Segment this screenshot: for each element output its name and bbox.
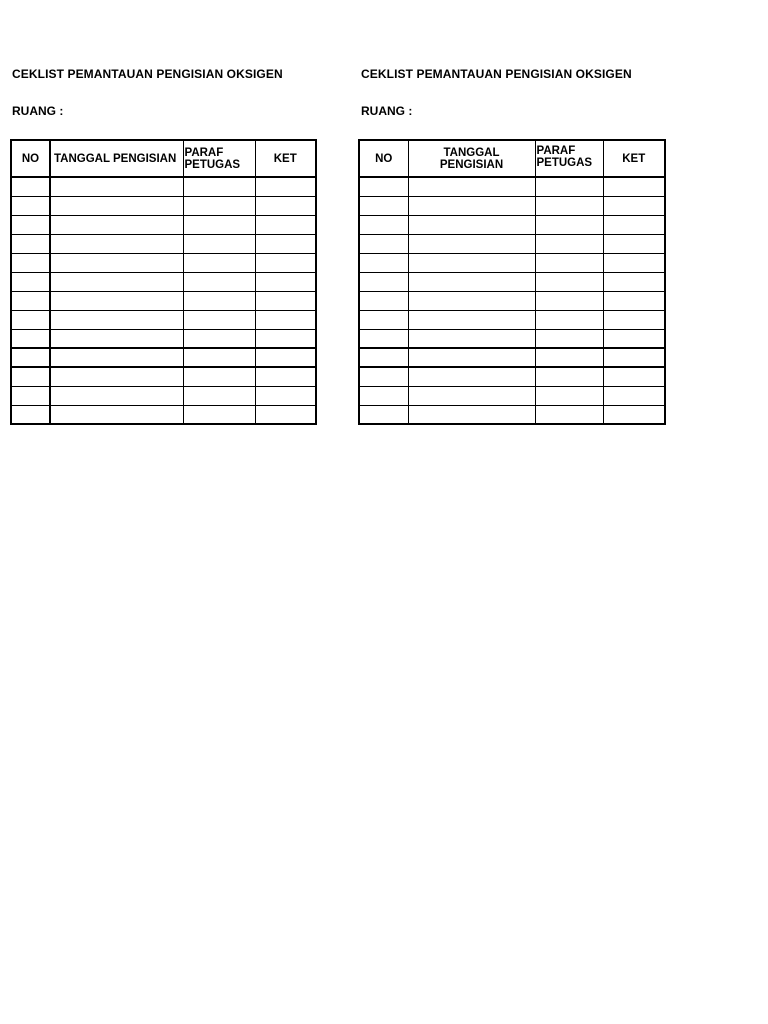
ket-cell[interactable]: [603, 348, 665, 367]
date-cell[interactable]: [50, 386, 183, 405]
table-row: [11, 291, 316, 310]
no-cell[interactable]: [359, 215, 408, 234]
column-header-paraf: PARAF PETUGAS: [535, 140, 603, 177]
table-row: [359, 386, 665, 405]
ket-cell[interactable]: [603, 272, 665, 291]
date-cell[interactable]: [50, 329, 183, 348]
table-row: [11, 196, 316, 215]
paraf-cell[interactable]: [183, 329, 255, 348]
no-cell[interactable]: [11, 386, 50, 405]
checklist-table: [358, 139, 666, 425]
no-cell[interactable]: [11, 177, 50, 196]
table-row: [359, 253, 665, 272]
no-cell[interactable]: [11, 367, 50, 386]
date-cell[interactable]: [408, 177, 535, 196]
table-header-row: [11, 140, 316, 177]
paraf-cell[interactable]: [183, 310, 255, 329]
no-cell[interactable]: [11, 310, 50, 329]
table-row: [359, 215, 665, 234]
ket-cell[interactable]: [255, 329, 316, 348]
paraf-cell[interactable]: [183, 405, 255, 424]
date-cell[interactable]: [408, 386, 535, 405]
paraf-cell[interactable]: [535, 234, 603, 253]
paraf-cell[interactable]: [183, 177, 255, 196]
date-cell[interactable]: [408, 405, 535, 424]
ket-cell[interactable]: [603, 310, 665, 329]
paraf-cell[interactable]: [183, 253, 255, 272]
date-cell[interactable]: [50, 405, 183, 424]
paraf-cell[interactable]: [183, 215, 255, 234]
ket-cell[interactable]: [255, 196, 316, 215]
paraf-cell[interactable]: [535, 253, 603, 272]
no-cell[interactable]: [11, 291, 50, 310]
table-row: [359, 348, 665, 367]
table-row: [359, 234, 665, 253]
column-header-ket: KET: [255, 140, 316, 177]
ket-cell[interactable]: [603, 291, 665, 310]
paraf-cell[interactable]: [535, 386, 603, 405]
date-cell[interactable]: [408, 196, 535, 215]
room-label: RUANG :: [12, 104, 64, 118]
table-row: [11, 367, 316, 386]
ket-cell[interactable]: [603, 196, 665, 215]
ket-cell[interactable]: [603, 386, 665, 405]
column-header-no: NO: [359, 140, 408, 177]
column-header-date: TANGGAL PENGISIAN: [50, 140, 183, 177]
date-cell[interactable]: [50, 367, 183, 386]
date-cell[interactable]: [50, 348, 183, 367]
date-cell[interactable]: [408, 310, 535, 329]
date-cell[interactable]: [408, 348, 535, 367]
form-title: CEKLIST PEMANTAUAN PENGISIAN OKSIGEN: [12, 67, 283, 81]
date-cell[interactable]: [50, 253, 183, 272]
ket-cell[interactable]: [255, 177, 316, 196]
date-cell[interactable]: [50, 215, 183, 234]
ket-cell[interactable]: [255, 405, 316, 424]
room-label: RUANG :: [361, 104, 413, 118]
table-row: [359, 367, 665, 386]
table-header-row: [359, 140, 665, 177]
table-row: [359, 196, 665, 215]
date-cell[interactable]: [50, 196, 183, 215]
ket-cell[interactable]: [603, 367, 665, 386]
table-row: [11, 348, 316, 367]
no-cell[interactable]: [11, 405, 50, 424]
paraf-cell[interactable]: [535, 310, 603, 329]
paraf-cell[interactable]: [183, 367, 255, 386]
no-cell[interactable]: [359, 253, 408, 272]
ket-cell[interactable]: [603, 329, 665, 348]
table-row: [359, 405, 665, 424]
date-cell[interactable]: [408, 272, 535, 291]
date-cell[interactable]: [50, 291, 183, 310]
paraf-cell[interactable]: [535, 348, 603, 367]
table-row: [11, 215, 316, 234]
date-cell[interactable]: [408, 234, 535, 253]
date-cell[interactable]: [408, 291, 535, 310]
table-row: [11, 310, 316, 329]
no-cell[interactable]: [359, 367, 408, 386]
ket-cell[interactable]: [255, 272, 316, 291]
paraf-cell[interactable]: [535, 405, 603, 424]
table-row: [11, 177, 316, 196]
paraf-cell[interactable]: [183, 386, 255, 405]
no-cell[interactable]: [11, 348, 50, 367]
no-cell[interactable]: [11, 329, 50, 348]
table-row: [359, 177, 665, 196]
paraf-cell[interactable]: [535, 196, 603, 215]
no-cell[interactable]: [359, 310, 408, 329]
date-cell[interactable]: [50, 234, 183, 253]
date-cell[interactable]: [50, 310, 183, 329]
ket-cell[interactable]: [255, 291, 316, 310]
table-row: [359, 291, 665, 310]
form-title: CEKLIST PEMANTAUAN PENGISIAN OKSIGEN: [361, 67, 632, 81]
no-cell[interactable]: [359, 348, 408, 367]
paraf-cell[interactable]: [535, 177, 603, 196]
date-cell[interactable]: [50, 272, 183, 291]
ket-cell[interactable]: [255, 253, 316, 272]
ket-cell[interactable]: [603, 177, 665, 196]
column-header-ket: KET: [603, 140, 665, 177]
table-row: [11, 272, 316, 291]
ket-cell[interactable]: [603, 253, 665, 272]
table-row: [11, 405, 316, 424]
date-cell[interactable]: [50, 177, 183, 196]
paraf-cell[interactable]: [535, 272, 603, 291]
date-cell[interactable]: [408, 367, 535, 386]
date-cell[interactable]: [408, 329, 535, 348]
paraf-cell[interactable]: [535, 215, 603, 234]
table-row: [359, 329, 665, 348]
table-row: [359, 272, 665, 291]
paraf-cell[interactable]: [183, 348, 255, 367]
ket-cell[interactable]: [603, 405, 665, 424]
table-body: [359, 177, 665, 424]
date-cell[interactable]: [408, 253, 535, 272]
no-cell[interactable]: [11, 253, 50, 272]
no-cell[interactable]: [359, 405, 408, 424]
ket-cell[interactable]: [255, 310, 316, 329]
ket-cell[interactable]: [255, 386, 316, 405]
no-cell[interactable]: [11, 272, 50, 291]
paraf-cell[interactable]: [183, 234, 255, 253]
ket-cell[interactable]: [603, 234, 665, 253]
column-header-paraf: PARAF PETUGAS: [183, 140, 255, 177]
ket-cell[interactable]: [255, 348, 316, 367]
paraf-cell[interactable]: [535, 291, 603, 310]
no-cell[interactable]: [359, 196, 408, 215]
no-cell[interactable]: [359, 329, 408, 348]
paraf-cell[interactable]: [535, 367, 603, 386]
paraf-cell[interactable]: [183, 196, 255, 215]
column-header-date: TANGGAL PENGISIAN: [408, 140, 535, 177]
paraf-cell[interactable]: [183, 291, 255, 310]
ket-cell[interactable]: [255, 367, 316, 386]
ket-cell[interactable]: [255, 215, 316, 234]
table-row: [359, 310, 665, 329]
ket-cell[interactable]: [255, 234, 316, 253]
ket-cell[interactable]: [603, 215, 665, 234]
no-cell[interactable]: [11, 234, 50, 253]
table-row: [11, 329, 316, 348]
no-cell[interactable]: [11, 196, 50, 215]
no-cell[interactable]: [359, 386, 408, 405]
table-row: [11, 234, 316, 253]
no-cell[interactable]: [359, 272, 408, 291]
column-header-no: NO: [11, 140, 50, 177]
date-cell[interactable]: [408, 215, 535, 234]
table-body: [11, 177, 316, 424]
checklist-table: [10, 139, 317, 425]
paraf-cell[interactable]: [183, 272, 255, 291]
no-cell[interactable]: [359, 177, 408, 196]
table-row: [11, 253, 316, 272]
no-cell[interactable]: [359, 234, 408, 253]
table-row: [11, 386, 316, 405]
no-cell[interactable]: [11, 215, 50, 234]
no-cell[interactable]: [359, 291, 408, 310]
paraf-cell[interactable]: [535, 329, 603, 348]
